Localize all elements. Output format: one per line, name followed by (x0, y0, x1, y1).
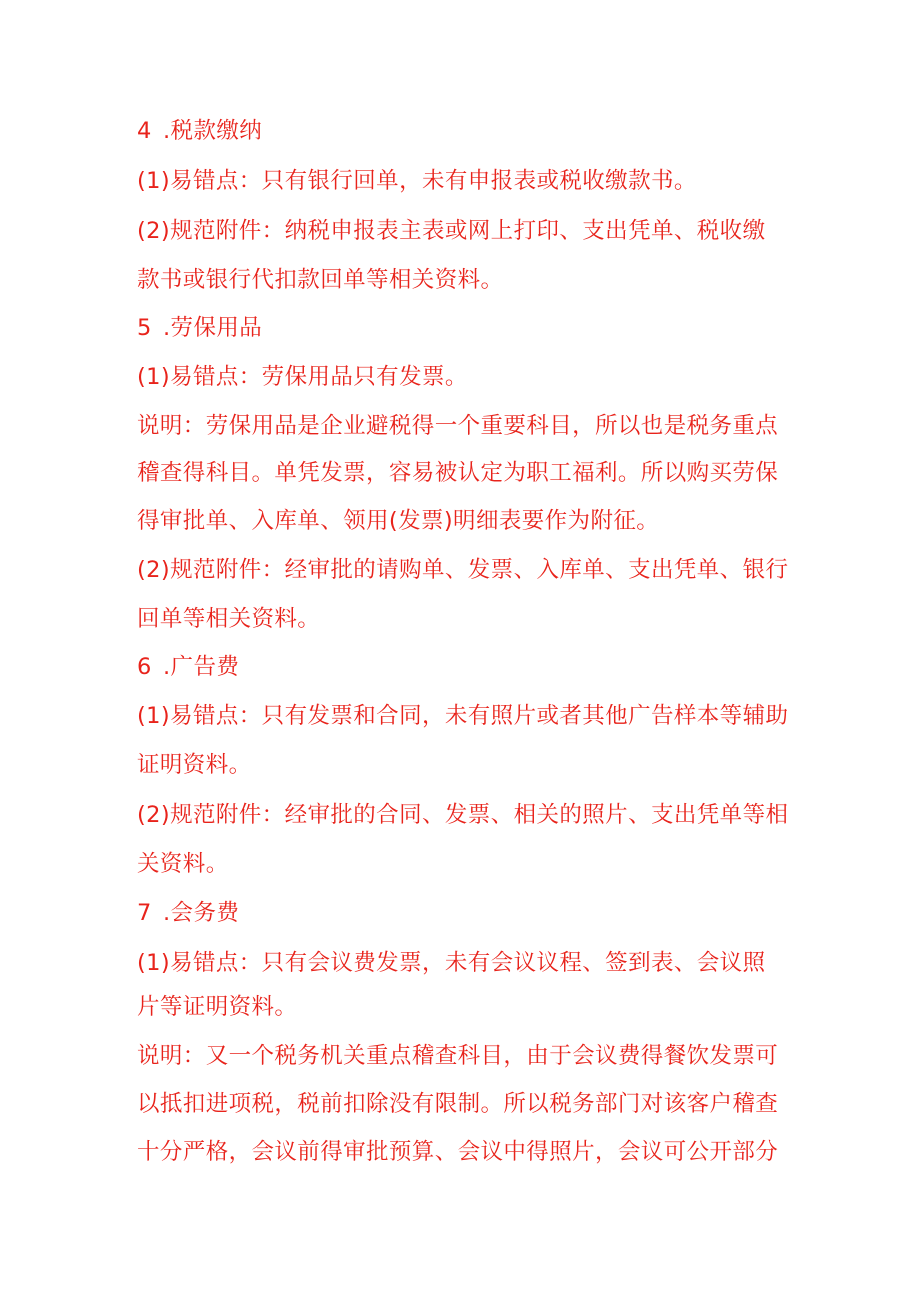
paragraph-line: 说明：劳保用品是企业避税得一个重要科目，所以也是税务重点 (137, 413, 779, 439)
section-heading-4 (137, 116, 797, 146)
paragraph-line: (2)规范附件：经审批的请购单、发票、入库单、支出凭单、银行 (137, 557, 789, 583)
section-heading-5 (137, 313, 797, 343)
paragraph-line: 款书或银行代扣款回单等相关资料。 (137, 267, 504, 293)
section-heading-7 (137, 898, 797, 928)
paragraph-line: (2)规范附件：纳税申报表主表或网上打印、支出凭单、税收缴 (137, 218, 766, 244)
paragraph-line: 说明：又一个税务机关重点稽查科目，由于会议费得餐饮发票可 (137, 1043, 779, 1069)
paragraph-line: 回单等相关资料。 (137, 606, 321, 632)
paragraph-line: (1)易错点：只有银行回单，未有申报表或税收缴款书。 (137, 168, 697, 194)
paragraph-line: (1)易错点：劳保用品只有发票。 (137, 364, 468, 390)
section-heading-6 (137, 652, 797, 682)
section-title: .劳保用品 (163, 315, 263, 341)
paragraph-line: 得审批单、入库单、领用(发票)明细表要作为附征。 (137, 508, 660, 534)
paragraph-line: (2)规范附件：经审批的合同、发票、相关的照片、支出凭单等相 (137, 802, 789, 828)
paragraph-line: 稽查得科目。单凭发票，容易被认定为职工福利。所以购买劳保 (137, 460, 779, 486)
section-number: 4 (137, 118, 152, 144)
section-number: 5 (137, 315, 152, 341)
section-title: .税款缴纳 (163, 118, 263, 144)
section-title: .广告费 (163, 654, 240, 680)
section-title: .会务费 (163, 900, 240, 926)
section-number: 6 (137, 654, 152, 680)
paragraph-line: 十分严格，会议前得审批预算、会议中得照片，会议可公开部分 (137, 1139, 779, 1165)
section-number: 7 (137, 900, 152, 926)
paragraph-line: (1)易错点：只有发票和合同，未有照片或者其他广告样本等辅助 (137, 703, 789, 729)
paragraph-line: 证明资料。 (137, 752, 252, 778)
paragraph-line: 以抵扣进项税，税前扣除没有限制。所以税务部门对该客户稽查 (137, 1091, 779, 1117)
paragraph-line: (1)易错点：只有会议费发票，未有会议议程、签到表、会议照 (137, 950, 766, 976)
paragraph-line: 关资料。 (137, 851, 229, 877)
paragraph-line: 片等证明资料。 (137, 994, 298, 1020)
